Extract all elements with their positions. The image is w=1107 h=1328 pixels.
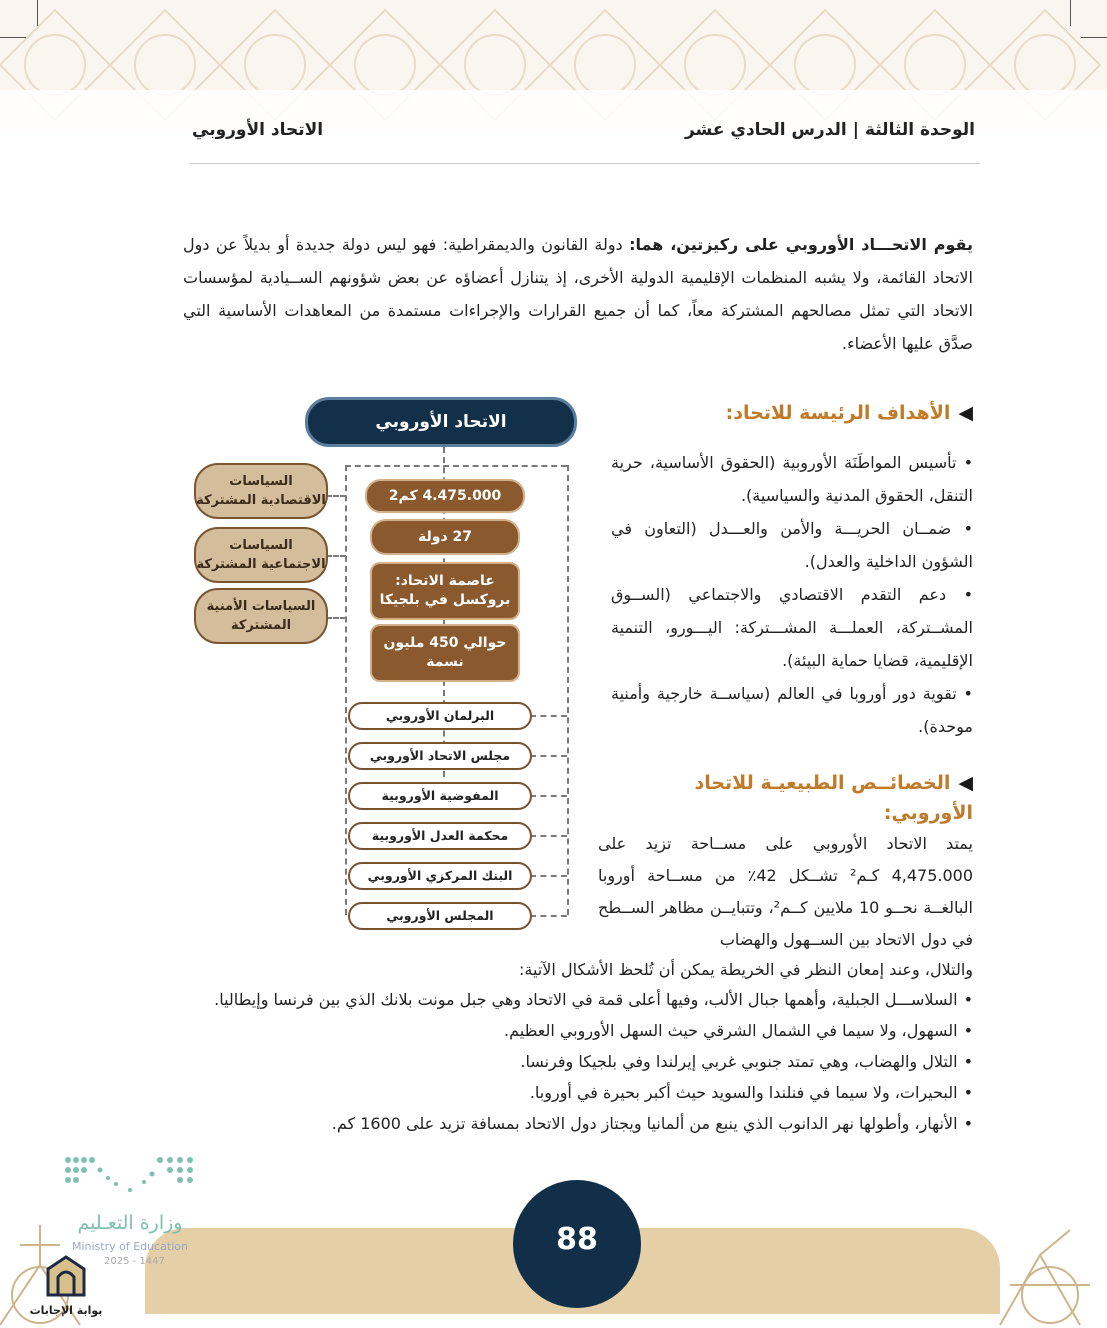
- header-separator: |: [852, 120, 859, 140]
- natural-paragraph: يمتد الاتحاد الأوروبي على مســاحة تزيد على 4,475.000 كـم² تشــكل 42٪ من مســاحة أوروبا البالغــة نحــو 10 ملايين كــم²، وتتبايــن مظاهر الســطح في دول الاتحاد بين الســهول والهضاب: [598, 834, 973, 949]
- bullet-icon: •: [963, 1114, 973, 1133]
- crop-mark: [37, 0, 38, 26]
- natural-paragraph-continued: والتلال، وعند إمعان النظر في الخريطة يمكن أن تُلحظ الأشكال الآتية:: [519, 960, 973, 979]
- institution-commission: المفوضية الأوروبية: [348, 782, 532, 810]
- crop-mark: [1081, 37, 1107, 38]
- bullet-icon: •: [963, 1021, 973, 1040]
- list-item: [183, 984, 973, 1015]
- fact-member-count: 27 دولة: [370, 519, 520, 555]
- page-title: الاتحاد الأوروبي: [192, 120, 324, 140]
- crop-mark: [0, 37, 26, 38]
- header-pattern: [0, 0, 1107, 130]
- connector-line: [326, 617, 346, 619]
- connector-line: [326, 555, 346, 557]
- portal-name: بوابة الإجابات: [29, 1304, 103, 1317]
- institution-parliament: البرلمان الأوروبي: [348, 702, 532, 730]
- list-item: [183, 1046, 973, 1077]
- crop-mark: [1070, 0, 1071, 26]
- policy-social: السياسات الاجتماعية المشتركة: [194, 527, 328, 583]
- diagram-title: الاتحاد الأوروبي: [305, 397, 577, 447]
- eu-structure-diagram: [190, 395, 580, 935]
- connector-line: [530, 835, 567, 837]
- goal-item: • دعم التقدم الاقتصادي والاجتماعي (الســوق المشــتركة، العملـــة المشـــتركة: اليـــورو، التنمية الإقليمية، قضايا حماية البيئة).: [611, 585, 973, 670]
- ministry-name-en: Ministry of Education: [71, 1240, 188, 1253]
- landform-text: السهول، ولا سيما في الشمال الشرقي حيث السهل الأوروبي العظيم.: [504, 1021, 958, 1040]
- institution-european-council: المجلس الأوروبي: [348, 902, 532, 930]
- connector-line: [530, 795, 567, 797]
- unit-label: الوحدة الثالثة: [864, 120, 975, 140]
- goal-item: • تأسيس المواطَنَة الأوروبية (الحقوق الأساسية، حرية التنقل، الحقوق المدنية والسياسية).: [611, 453, 973, 505]
- goal-item: • تقوية دور أوروبا في العالم (سياســة خارجية وأمنية موحدة).: [611, 684, 973, 736]
- connector-line: [530, 915, 567, 917]
- lesson-label: الدرس الحادي عشر: [684, 120, 847, 140]
- bullet-icon: •: [963, 990, 973, 1009]
- header-divider: [190, 163, 980, 164]
- connector-line: [345, 465, 567, 467]
- intro-paragraph: [183, 228, 973, 360]
- ministry-dots-icon: [60, 1150, 200, 1202]
- connector-line: [567, 465, 569, 915]
- triangle-marker-icon: ◀: [958, 772, 973, 794]
- connector-line: [345, 465, 347, 915]
- institution-central-bank: البنك المركزي الأوروبي: [348, 862, 532, 890]
- connector-line: [530, 715, 567, 717]
- page-number: 88: [556, 1222, 598, 1257]
- landforms-list: [183, 984, 973, 1139]
- triangle-marker-icon: ◀: [958, 402, 973, 424]
- list-item: [183, 1015, 973, 1046]
- bullet-icon: •: [963, 1083, 973, 1102]
- unit-lesson-heading: [685, 120, 975, 140]
- fact-area: 4.475.000 كم2: [365, 479, 525, 513]
- goal-item: • ضمــان الحريـــة والأمن والعـــدل (التعاون في الشؤون الداخلية والعدل).: [611, 519, 973, 571]
- ministry-logo: [60, 1150, 200, 1270]
- connector-line: [326, 495, 346, 497]
- landform-text: السلاســـل الجبلية، وأهمها جبال الألب، وفيها أعلى قمة في الاتحاد وهي جبل مونت بلانك الذي بين فرنسا وإيطاليا.: [214, 990, 958, 1009]
- connector-line: [530, 875, 567, 877]
- connector-line: [530, 755, 567, 757]
- landform-text: البحيرات، ولا سيما في فنلندا والسويد حيث أكبر بحيرة في أوروبا.: [529, 1083, 958, 1102]
- policy-security: السياسات الأمنية المشتركة: [194, 588, 328, 644]
- institution-council-eu: مجلس الاتحاد الأوروبي: [348, 742, 532, 770]
- policy-economic: السياسات الاقتصادية المشتركة: [194, 463, 328, 519]
- natural-title: الخصائــص الطبيعيـة للاتحاد الأوروبي:: [694, 772, 973, 824]
- ministry-year: 2025 - 1447: [104, 1256, 165, 1267]
- landform-text: الأنهار، وأطولها نهر الدانوب الذي ينبع من ألمانيا ويجتاز دول الاتحاد بمسافة تزيد على 1600 كم.: [331, 1114, 958, 1133]
- institution-court: محكمة العدل الأوروبية: [348, 822, 532, 850]
- list-item: [183, 1077, 973, 1108]
- natural-heading: [653, 768, 973, 828]
- portal-emblem-icon: [44, 1255, 88, 1301]
- goals-heading: [726, 402, 973, 424]
- bullet-icon: •: [963, 1052, 973, 1071]
- landform-text: التلال والهضاب، وهي تمتد جنوبي غربي إيرلندا وفي بلجيكا وفرنسا.: [520, 1052, 958, 1071]
- page-number-badge: [513, 1180, 641, 1308]
- fact-population: حوالي 450 مليون نسمة: [370, 624, 520, 682]
- ministry-name-ar: وزارة التعـليم: [77, 1212, 183, 1234]
- answers-portal-logo: [26, 1255, 106, 1325]
- fact-capital: عاصمة الاتحاد: بروكسل في بلجيكا: [370, 562, 520, 620]
- list-item: [183, 1108, 973, 1139]
- intro-lead: يقوم الاتحـــاد الأوروبي على ركيزتين، هما:: [629, 235, 974, 254]
- intro-body: دولة القانون والديمقراطية: فهو ليس دولة جديدة أو بديلاً عن دول الاتحاد القائمة، ولا يشبه المنظمات الإقليمية الدولية الأخرى، إذ يتنازل أعضاؤه عن بعض شؤونهم الســيادية لمؤسسات الاتحاد التي تمثل مصالحهم المشتركة معاً، كما أن جميع القرارات والإجراءات مستمدة من المعاهدات الأساسية التي صدَّق عليها الأعضاء.: [183, 235, 973, 353]
- goals-title: الأهداف الرئيسة للاتحاد:: [725, 402, 951, 424]
- goals-list: [611, 446, 973, 743]
